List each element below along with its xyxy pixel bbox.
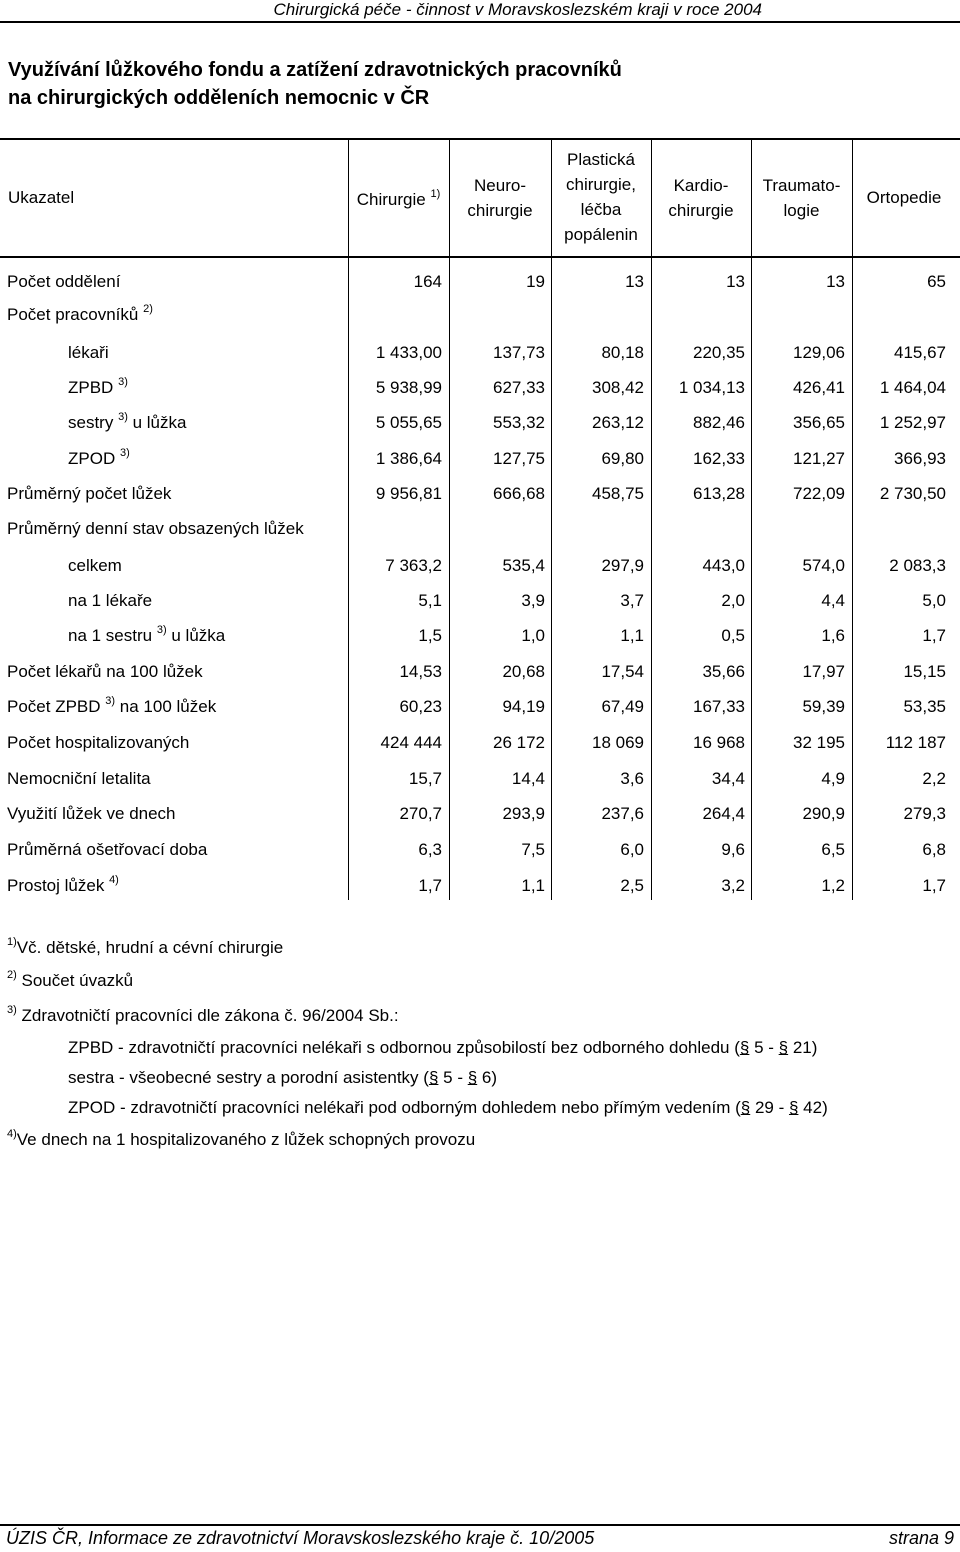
cell-traumatologie: 6,5	[821, 840, 845, 859]
cell-traumatologie: 290,9	[802, 804, 845, 823]
page-footer	[0, 1524, 960, 1552]
cell-kardiochirurgie: 220,35	[693, 343, 745, 362]
cell-traumatologie: 13	[826, 272, 845, 291]
row-label: Průměrná ošetřovací doba	[7, 840, 208, 859]
cell-plasticka-chirurgie: 237,6	[601, 804, 644, 823]
cell-chirurgie: 164	[413, 272, 442, 291]
cell-ortopedie: 53,35	[903, 697, 946, 716]
cell-chirurgie: 6,3	[418, 840, 442, 859]
footnote-3-zpod: ZPOD - zdravotničtí pracovníci nelékaři pod odborným dohledem nebo přímým vedením (§ 29 - § 42)	[68, 1098, 828, 1117]
footnote-1: $^{1)}$Vč. dětské, hrudní a cévní chirurgie	[7, 936, 284, 957]
cell-traumatologie: 1,2	[821, 876, 845, 895]
cell-chirurgie: 1,7	[418, 876, 442, 895]
cell-plasticka-chirurgie: 458,75	[592, 484, 644, 503]
table-row	[0, 484, 960, 512]
cell-kardiochirurgie: 2,0	[721, 591, 745, 610]
row-label: ZPBD $^{3)}$	[68, 376, 128, 397]
table-row	[0, 804, 960, 832]
cell-plasticka-chirurgie: 13	[625, 272, 644, 291]
page-title-line-2: na chirurgických odděleních nemocnic v ČR	[8, 87, 430, 109]
cell-neurochirurgie: 26 172	[493, 733, 545, 752]
cell-kardiochirurgie: 162,33	[693, 449, 745, 468]
footnote-3: $^{3)}$ Zdravotničtí pracovníci dle zákona č. 96/2004 Sb.:	[7, 1004, 399, 1025]
cell-neurochirurgie: 1,0	[521, 626, 545, 645]
cell-plasticka-chirurgie: 3,6	[620, 769, 644, 788]
cell-traumatologie: 17,97	[802, 662, 845, 681]
column-header-chirurgie: Chirurgie $^{1)}$	[356, 188, 441, 209]
cell-chirurgie: 5 055,65	[375, 413, 442, 432]
cell-ortopedie: 65	[927, 272, 946, 291]
cell-kardiochirurgie: 16 968	[693, 733, 745, 752]
table-top-rule	[0, 138, 960, 140]
footnote-2: $^{2)}$ Součet úvazků	[7, 969, 134, 990]
cell-ortopedie: 366,93	[894, 449, 946, 468]
cell-ortopedie: 2,2	[922, 769, 946, 788]
table-row	[0, 413, 960, 441]
cell-kardiochirurgie: 882,46	[693, 413, 745, 432]
table-row	[0, 662, 960, 690]
cell-traumatologie: 574,0	[802, 556, 845, 575]
cell-neurochirurgie: 3,9	[521, 591, 545, 610]
cell-neurochirurgie: 127,75	[493, 449, 545, 468]
cell-plasticka-chirurgie: 263,12	[592, 413, 644, 432]
table-row	[0, 272, 960, 300]
cell-traumatologie: 1,6	[821, 626, 845, 645]
row-label: Prostoj lůžek $^{4)}$	[7, 874, 119, 895]
cell-chirurgie: 5 938,99	[375, 378, 442, 397]
cell-neurochirurgie: 94,19	[502, 697, 545, 716]
table-row	[0, 697, 960, 725]
row-label: Využití lůžek ve dnech	[7, 804, 176, 823]
row-label: Počet pracovníků $^{2)}$	[7, 303, 153, 324]
cell-plasticka-chirurgie: 2,5	[620, 876, 644, 895]
table-row	[0, 626, 960, 654]
cell-chirurgie: 15,7	[408, 769, 442, 788]
table-row	[0, 840, 960, 868]
cell-ortopedie: 1 464,04	[879, 378, 946, 397]
table-row	[0, 378, 960, 406]
cell-traumatologie: 59,39	[802, 697, 845, 716]
page-title-line-1: Využívání lůžkového fondu a zatížení zdravotnických pracovníků	[8, 59, 622, 81]
cell-ortopedie: 279,3	[903, 804, 946, 823]
footer-page-number: strana 9	[888, 1528, 954, 1548]
row-label: Počet lékařů na 100 lůžek	[7, 662, 203, 681]
cell-plasticka-chirurgie: 80,18	[601, 343, 644, 362]
cell-neurochirurgie: 627,33	[493, 378, 545, 397]
cell-chirurgie: 270,7	[399, 804, 442, 823]
cell-neurochirurgie: 293,9	[502, 804, 545, 823]
footnote-4: $^{4)}$Ve dnech na 1 hospitalizovaného z lůžek schopných provozu	[7, 1128, 476, 1149]
column-header-neurochirurgie: Neuro- chirurgie	[467, 176, 533, 220]
cell-plasticka-chirurgie: 297,9	[601, 556, 644, 575]
cell-ortopedie: 415,67	[894, 343, 946, 362]
cell-kardiochirurgie: 35,66	[702, 662, 745, 681]
cell-ortopedie: 1,7	[922, 626, 946, 645]
table-row	[0, 449, 960, 477]
cell-kardiochirurgie: 9,6	[721, 840, 745, 859]
table-row	[0, 733, 960, 761]
table-row	[0, 556, 960, 584]
cell-traumatologie: 722,09	[793, 484, 845, 503]
footnote-3-sestra: sestra - všeobecné sestry a porodní asistentky (§ 5 - § 6)	[68, 1068, 498, 1087]
cell-kardiochirurgie: 3,2	[721, 876, 745, 895]
page-title	[8, 56, 908, 112]
table-header-rule	[0, 256, 960, 258]
cell-neurochirurgie: 1,1	[521, 876, 545, 895]
cell-kardiochirurgie: 443,0	[702, 556, 745, 575]
cell-chirurgie: 1,5	[418, 626, 442, 645]
cell-kardiochirurgie: 167,33	[693, 697, 745, 716]
row-label: Počet oddělení	[7, 272, 121, 291]
cell-kardiochirurgie: 13	[726, 272, 745, 291]
cell-chirurgie: 1 386,64	[375, 449, 442, 468]
cell-plasticka-chirurgie: 18 069	[592, 733, 644, 752]
cell-traumatologie: 32 195	[793, 733, 845, 752]
cell-ortopedie: 1 252,97	[879, 413, 946, 432]
cell-traumatologie: 129,06	[793, 343, 845, 362]
cell-ortopedie: 112 187	[885, 733, 946, 752]
cell-plasticka-chirurgie: 3,7	[620, 591, 644, 610]
cell-neurochirurgie: 19	[526, 272, 545, 291]
cell-neurochirurgie: 7,5	[521, 840, 545, 859]
cell-neurochirurgie: 137,73	[493, 343, 545, 362]
cell-plasticka-chirurgie: 69,80	[601, 449, 644, 468]
cell-chirurgie: 424 444	[380, 733, 442, 752]
cell-kardiochirurgie: 0,5	[721, 626, 745, 645]
row-label: Počet ZPBD $^{3)}$ na 100 lůžek	[7, 695, 217, 716]
cell-kardiochirurgie: 613,28	[693, 484, 745, 503]
row-label: na 1 sestru $^{3)}$ u lůžka	[68, 624, 226, 645]
cell-plasticka-chirurgie: 308,42	[592, 378, 644, 397]
cell-ortopedie: 6,8	[922, 840, 946, 859]
running-header	[0, 0, 960, 23]
cell-chirurgie: 14,53	[399, 662, 442, 681]
table-row	[0, 769, 960, 797]
cell-ortopedie: 2 083,3	[889, 556, 946, 575]
cell-neurochirurgie: 553,32	[493, 413, 545, 432]
cell-ortopedie: 5,0	[922, 591, 946, 610]
cell-plasticka-chirurgie: 1,1	[620, 626, 644, 645]
row-label: lékaři	[68, 343, 109, 362]
column-header-ukazatel: Ukazatel	[8, 188, 75, 207]
cell-kardiochirurgie: 1 034,13	[678, 378, 745, 397]
row-label: sestry $^{3)}$ u lůžka	[68, 411, 187, 432]
row-label: Počet hospitalizovaných	[7, 733, 190, 752]
cell-traumatologie: 426,41	[793, 378, 845, 397]
cell-chirurgie: 7 363,2	[385, 556, 442, 575]
cell-neurochirurgie: 20,68	[502, 662, 545, 681]
cell-chirurgie: 9 956,81	[375, 484, 442, 503]
column-header-traumatologie: Traumato- logie	[762, 176, 841, 220]
cell-ortopedie: 1,7	[922, 876, 946, 895]
footnote-3-zpbd: ZPBD - zdravotničtí pracovníci nelékaři s odbornou způsobilostí bez odborného dohledu (§ 5 - § 21)	[68, 1038, 818, 1057]
cell-chirurgie: 1 433,00	[375, 343, 442, 362]
table-row	[0, 343, 960, 371]
row-label: na 1 lékaře	[68, 591, 153, 610]
cell-chirurgie: 5,1	[418, 591, 442, 610]
cell-neurochirurgie: 535,4	[502, 556, 545, 575]
column-header-plasticka-chirurgie: Plastická chirurgie, léčba popálenin	[564, 150, 638, 244]
cell-plasticka-chirurgie: 6,0	[620, 840, 644, 859]
cell-kardiochirurgie: 34,4	[711, 769, 745, 788]
cell-plasticka-chirurgie: 17,54	[601, 662, 644, 681]
running-title: Chirurgická péče - činnost v Moravskoslezském kraji v roce 2004	[273, 0, 762, 19]
cell-plasticka-chirurgie: 67,49	[601, 697, 644, 716]
row-label: ZPOD $^{3)}$	[68, 447, 130, 468]
cell-chirurgie: 60,23	[399, 697, 442, 716]
row-label: Nemocniční letalita	[7, 769, 151, 788]
cell-traumatologie: 356,65	[793, 413, 845, 432]
cell-neurochirurgie: 666,68	[493, 484, 545, 503]
table-row	[0, 305, 960, 333]
row-label: celkem	[68, 556, 122, 575]
table-row	[0, 876, 960, 904]
cell-kardiochirurgie: 264,4	[702, 804, 745, 823]
cell-ortopedie: 15,15	[903, 662, 946, 681]
cell-traumatologie: 4,4	[821, 591, 845, 610]
cell-traumatologie: 4,9	[821, 769, 845, 788]
cell-neurochirurgie: 14,4	[511, 769, 545, 788]
row-label: Průměrný počet lůžek	[7, 484, 172, 503]
column-header-kardiochirurgie: Kardio- chirurgie	[668, 176, 734, 220]
cell-traumatologie: 121,27	[793, 449, 845, 468]
row-label: Průměrný denní stav obsazených lůžek	[7, 519, 304, 538]
footer-publication: ÚZIS ČR, Informace ze zdravotnictví Moravskoslezského kraje č. 10/2005	[6, 1528, 595, 1548]
table-row	[0, 519, 960, 547]
column-header-ortopedie: Ortopedie	[866, 188, 942, 207]
table-row	[0, 591, 960, 619]
cell-ortopedie: 2 730,50	[879, 484, 946, 503]
